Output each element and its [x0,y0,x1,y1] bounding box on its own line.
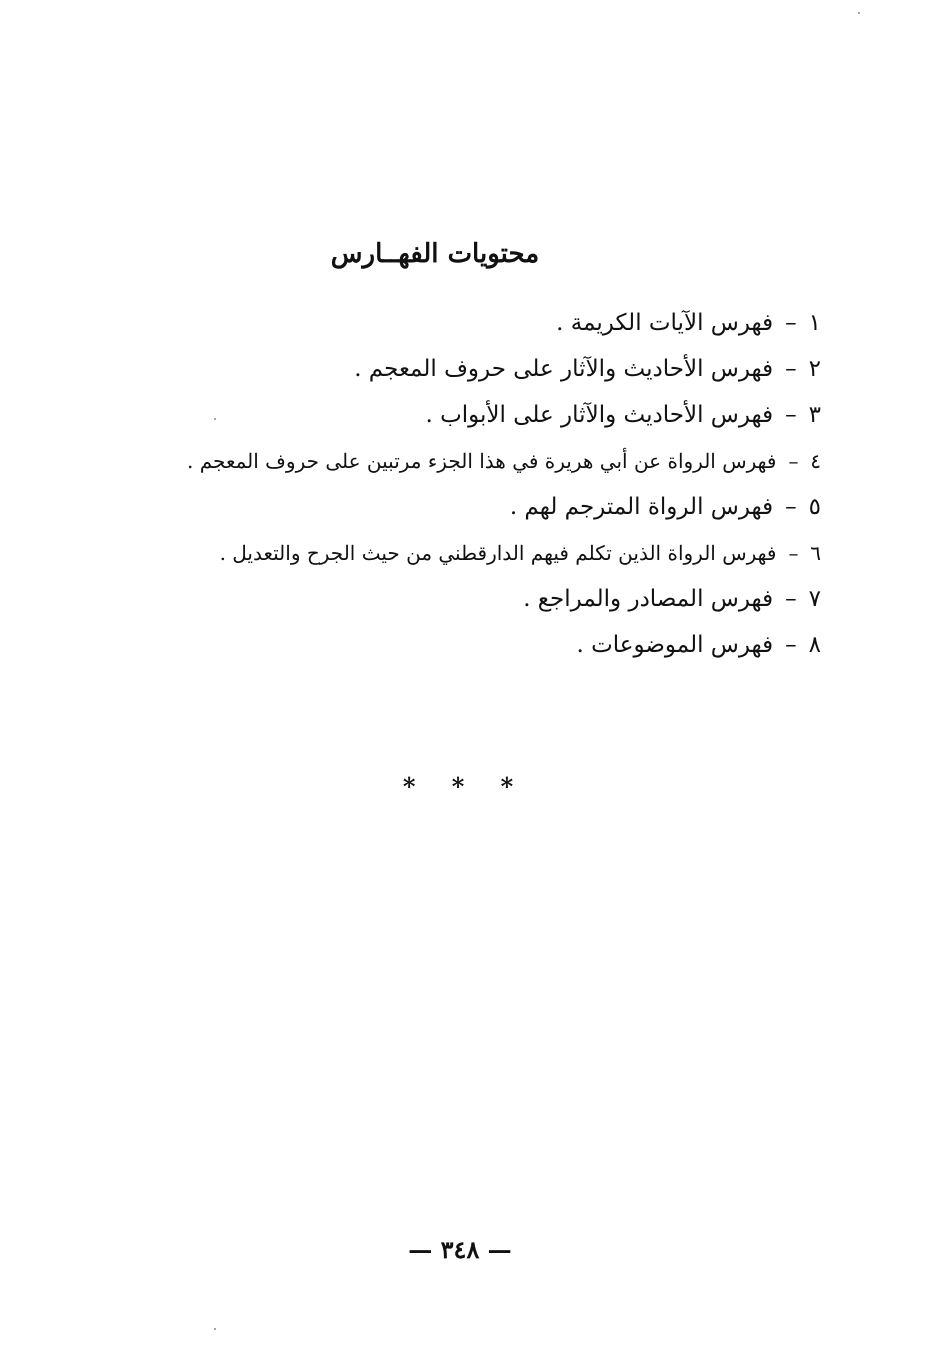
item-separator: – [788,449,799,473]
item-text: فهرس المصادر والمراجع . [523,586,774,612]
item-text: فهرس الرواة المترجم لهم . [509,494,774,520]
scan-speck [214,418,216,420]
list-item [101,484,821,530]
item-number: ٦ [810,541,821,565]
item-text: فهرس الأحاديث والآثار على حروف المعجم . [354,356,774,382]
list-item [101,346,821,392]
item-number: ٢ [808,356,821,382]
scan-speck [214,1328,216,1330]
list-item [101,622,821,668]
list-item [101,392,821,438]
list-item [101,300,821,346]
item-number: ٣ [808,402,821,428]
ornament-asterisks: * * * [402,772,528,801]
item-separator: – [788,541,799,565]
item-number: ٥ [808,494,821,520]
item-separator: – [785,356,797,382]
page-number: — ٣٤٨ — [408,1235,512,1264]
list-item [101,576,821,622]
item-separator: – [785,494,797,520]
list-item [101,438,821,484]
scan-speck [858,12,860,14]
item-number: ٨ [808,632,821,658]
item-number: ٤ [810,449,821,473]
item-text: فهرس الرواة الذين تكلم فيهم الدارقطني من حيث الجرح والتعديل . [219,541,777,565]
item-separator: – [785,310,797,336]
item-text: فهرس الآيات الكريمة . [556,310,774,336]
item-text: فهرس الرواة عن أبي هريرة في هذا الجزء مرتبين على حروف المعجم . [187,449,777,473]
list-item [101,530,821,576]
item-separator: – [785,632,797,658]
page-title: محتويات الفهــارس [330,239,540,269]
item-text: فهرس الموضوعات . [576,632,774,658]
item-separator: – [785,402,797,428]
item-number: ١ [808,310,821,336]
item-text: فهرس الأحاديث والآثار على الأبواب . [425,402,774,428]
item-separator: – [785,586,797,612]
index-contents-list [101,300,821,668]
item-number: ٧ [808,586,821,612]
